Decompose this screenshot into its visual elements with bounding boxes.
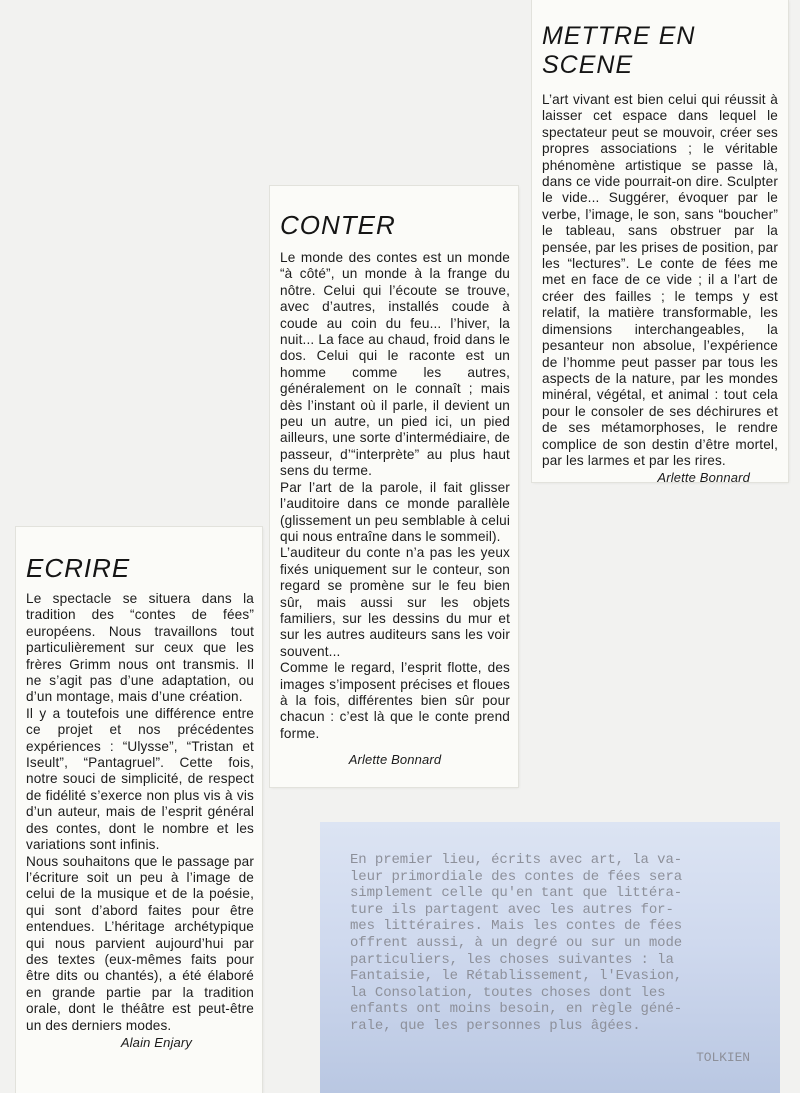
clipping-body: L’art vivant est bien celui qui réussit à laisser cet espace dans lequel le spectateur peut se mouvoir, créer ses propres associations ; le véritable phénomène artistique se passe là, dans ce vide pourrait-on dire. Sculpter le vide... Suggérer, évoquer par le verbe, l’image, le son, sans “boucher” le tableau, sans obstruer par la pensée, par les prises de position, par les “lectures”. Le conte de fées me met en face de ce vide ; il a l’art de créer des failles ; le temps y est relatif, la matière transformable, les dimensions interchangeables, la pesanteur non absolue, l’expérience de l’homme peut passer par tous les aspects de la nature, par les mondes minéral, végétal, et animal : tout cela pour le consoler de ses déchirures et de ses métamorphoses, le rendre complice de son destin d’être mortel, par les larmes et par les rires.: [542, 92, 778, 468]
clipping-signature: Arlette Bonnard: [657, 470, 750, 486]
typed-quote-text: En premier lieu, écrits avec art, la va- leur primordiale des contes de fées sera simplement celle qu'en tant que littéra- ture ils partagent avec les autres for- mes littéraires. Mais les contes de fées offrent aussi, à un degré ou sur un mode particuliers, les choses suivantes : la Fantaisie, le Rétablissement, l'Evasion, la Consolation, toutes choses dont les enfants ont moins besoin, en règle géné- rale, que les personnes plus âgées.: [350, 852, 683, 1034]
clipping-paragraph: Le spectacle se situera dans la tradition des “contes de fées” européens. Nous travaillons tout particulièrement sur ceux que les frères Grimm nous ont transmis. Il ne s’agit pas d’une adaptation, ou d’un montage, mais d’une création.: [26, 591, 254, 705]
clipping-paragraph: Il y a toutefois une différence entre ce projet et nos précédentes expériences : “Ulysse”, “Tristan et Iseult”, “Pantagruel”. Cette fois, notre souci de simplicité, de respect de fidélité s’exerce non plus vis à vis d’un auteur, mais de l’esprit général des contes, dont le nombre et les variations sont infinis.: [26, 705, 254, 853]
clipping-title: CONTER: [280, 210, 396, 240]
typed-quote-card: [320, 822, 780, 1093]
clipping-title: ECRIRE: [26, 553, 131, 583]
clipping-signature: Arlette Bonnard: [348, 752, 442, 768]
clipping-paragraph: Nous souhaitons que le passage par l’écriture soit un peu à l’image de celui de la musique et de la poésie, qui sont d’abord faites pour être entendues. L’héritage archétypique qui nous parvient aujourd’hui par des textes (eux-mêmes faits pour être dits ou chantés), a été élaboré en grande partie par la tradition orale, dont le théâtre est peut-être un des derniers modes.: [26, 853, 254, 1033]
clipping-mettre-en-scene: [532, 0, 788, 486]
typed-quote-signature: TOLKIEN: [696, 1050, 750, 1065]
clipping-title: METTRE EN SCENE: [542, 22, 696, 79]
clipping-paragraph: Par l’art de la parole, il fait glisser l’auditoire dans ce monde parallèle (glissement un peu semblable à celui qui nous entraîne dans le sommeil).: [280, 479, 510, 544]
clipping-conter: [270, 186, 518, 787]
clipping-paragraph: Le monde des contes est un monde “à côté”, un monde à la frange du nôtre. Celui qui l’écoute se trouve, avec d’autres, installés coude à coude au coin du feu... l’hiver, la nuit... La face au chaud, froid dans le dos. Celui qui le raconte est un homme comme les autres, généralement on le connaît ; mais dès l’instant où il parle, il devient un peu un autre, un pied ici, un pied ailleurs, une sorte d’intermédiaire, de passeur, d’“interprète” au plus haut sens du terme.: [280, 250, 510, 479]
clipping-paragraph: Comme le regard, l’esprit flotte, des images s’imposent précises et floues à la fois, différentes bien sûr pour chacun : c’est là que le conte prend forme.: [280, 660, 510, 741]
clipping-signature: Alain Enjary: [120, 1034, 192, 1050]
clipping-paragraph: L’auditeur du conte n’a pas les yeux fixés uniquement sur le conteur, son regard se promène sur le feu bien sûr, mais aussi sur les objets familiers, sur les dessins du mur et sur les autres auditeurs sans les voir souvent...: [280, 545, 510, 659]
clipping-ecrire: [16, 527, 262, 1093]
